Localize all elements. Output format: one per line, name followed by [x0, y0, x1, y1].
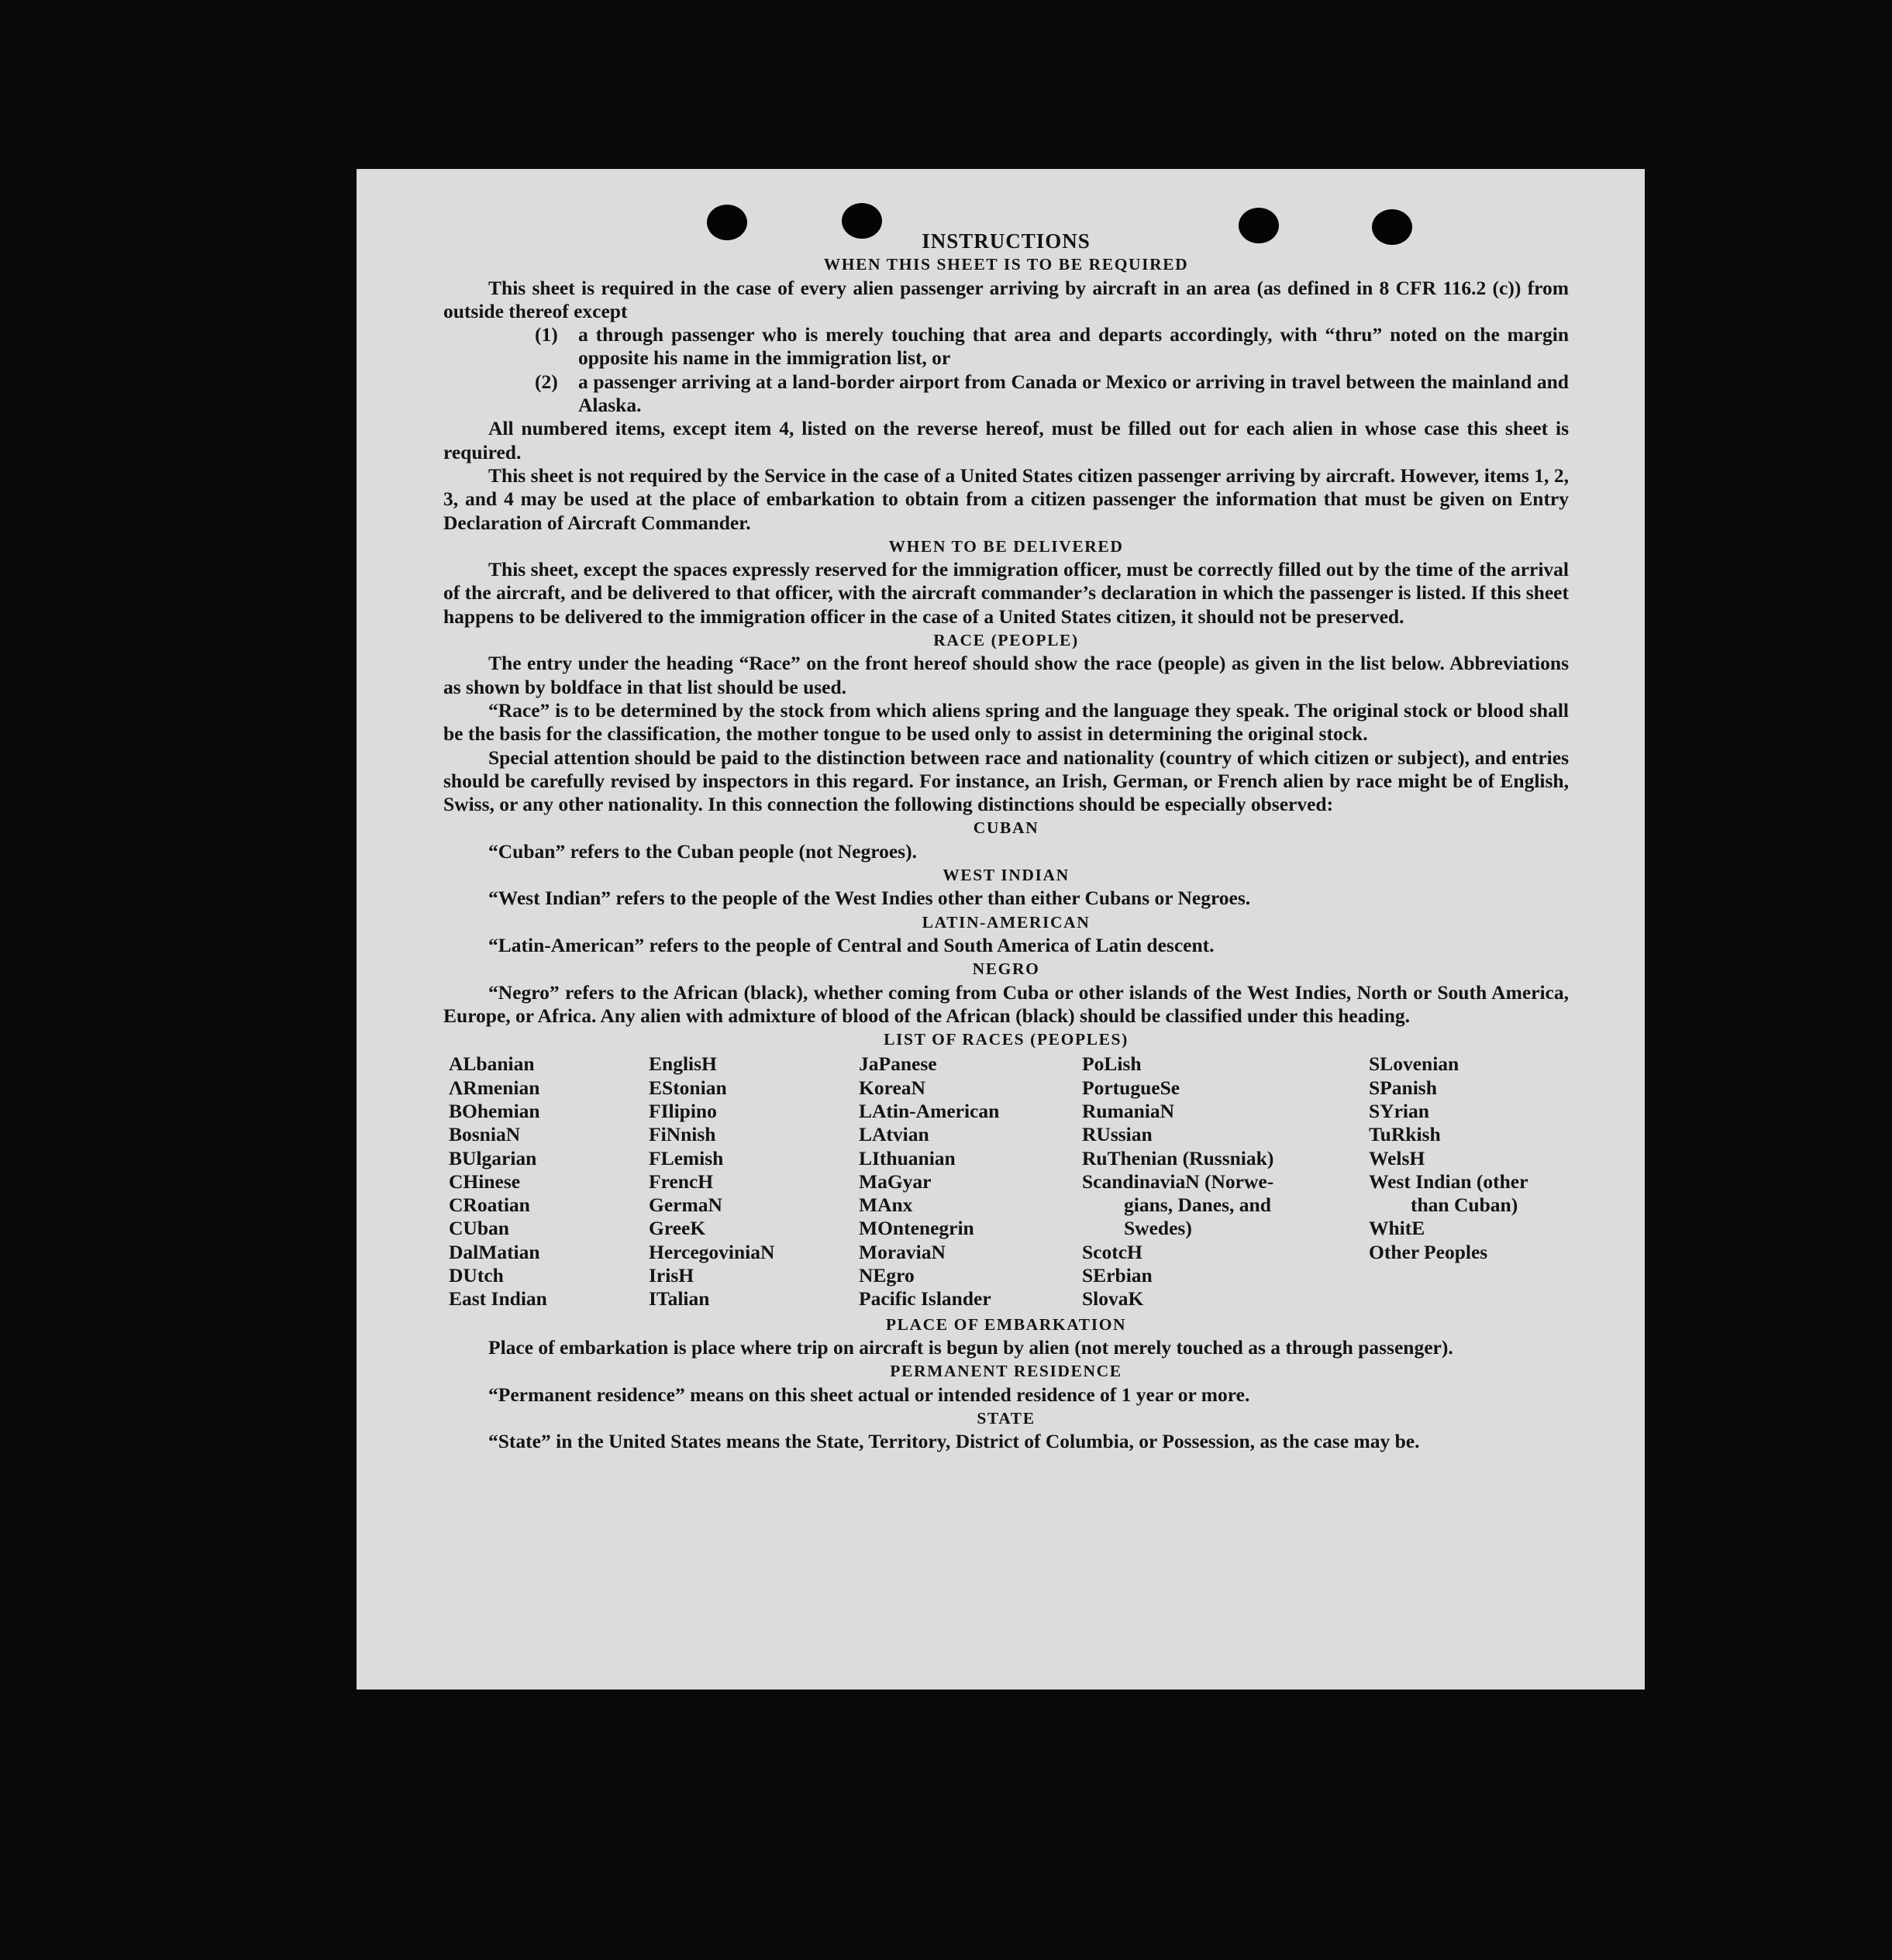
race-entry: ScotcH	[1082, 1240, 1142, 1263]
heading-cuban: CUBAN	[973, 818, 1039, 838]
race-entry: BUlgarian	[449, 1146, 537, 1169]
race-entry: ALbanian	[449, 1052, 535, 1076]
race-entry: LAtin-American	[859, 1099, 1000, 1122]
paragraph: “West Indian” refers to the people of the West Indies other than either Cubans or Negroes.	[488, 887, 1251, 910]
races-column	[859, 1052, 1082, 1311]
paragraph: “Cuban” refers to the Cuban people (not Negroes).	[488, 839, 917, 863]
race-entry: FLemish	[649, 1146, 724, 1169]
race-entry: DalMatian	[449, 1240, 540, 1263]
heading-when-required: WHEN THIS SHEET IS TO BE REQUIRED	[823, 255, 1189, 274]
race-entry: East Indian	[449, 1287, 547, 1311]
heading-negro: NEGRO	[972, 959, 1040, 979]
race-entry: MOntenegrin	[859, 1217, 974, 1240]
race-entry: GreeK	[649, 1217, 706, 1240]
races-list	[449, 1052, 1569, 1311]
race-entry: MaGyar	[859, 1169, 932, 1193]
race-entry: HercegoviniaN	[649, 1240, 775, 1263]
heading-when-delivered: WHEN TO BE DELIVERED	[888, 536, 1124, 556]
race-entry: LAtvian	[859, 1123, 929, 1146]
race-entry: CUban	[449, 1217, 509, 1240]
race-entry: EnglisH	[649, 1052, 717, 1076]
race-entry: SlovaK	[1082, 1287, 1144, 1311]
races-column	[1369, 1052, 1574, 1311]
race-entry: DUtch	[449, 1264, 504, 1287]
paragraph: This sheet, except the spaces expressly reserved for the immigration officer, must be correctly filled out by the time of the arrival of the aircraft, and be delivered to that officer, with the aircraft commander’s declaration in which the passenger is listed. If this sheet happens to be delivered to the immigration officer in the case of a United States citizen, it should not be preserved.	[443, 558, 1569, 628]
item-text: a passenger arriving at a land-border airport from Canada or Mexico or arriving in travel between the mainland and Alaska.	[578, 370, 1569, 417]
race-entry: LIthuanian	[859, 1146, 956, 1169]
heading-residence: PERMANENT RESIDENCE	[890, 1362, 1122, 1381]
paragraph: Place of embarkation is place where trip on aircraft is begun by alien (not merely touched as a through passenger).	[488, 1335, 1453, 1359]
race-entry: CRoatian	[449, 1194, 530, 1217]
heading-embarkation: PLACE OF EMBARKATION	[885, 1314, 1127, 1334]
race-entry: RumaniaN	[1082, 1099, 1175, 1122]
heading-latin-american: LATIN-AMERICAN	[922, 912, 1091, 932]
item-text: a through passenger who is merely touching that area and departs accordingly, with “thru” noted on the margin opposite his name in the immigration list, or	[578, 323, 1569, 370]
page-title: INSTRUCTIONS	[922, 229, 1091, 253]
heading-races-list: LIST OF RACES (PEOPLES)	[884, 1030, 1129, 1049]
heading-race: RACE (PEOPLE)	[933, 631, 1079, 650]
race-entry: SPanish	[1369, 1076, 1437, 1099]
document-page	[357, 169, 1645, 1690]
race-entry: WelsH	[1369, 1146, 1425, 1169]
race-entry: WhitE	[1369, 1217, 1425, 1240]
paragraph: “Latin-American” refers to the people of Central and South America of Latin descent.	[488, 933, 1215, 956]
paragraph: “State” in the United States means the State, Territory, District of Columbia, or Possession, as the case may be.	[488, 1430, 1420, 1453]
race-entry: EStonian	[649, 1076, 727, 1099]
race-entry: than Cuban)	[1411, 1194, 1518, 1217]
race-entry: Swedes)	[1124, 1217, 1192, 1240]
race-entry: Other Peoples	[1369, 1240, 1488, 1263]
race-entry: West Indian (other	[1369, 1169, 1528, 1193]
race-entry: RuThenian (Russniak)	[1082, 1146, 1274, 1169]
races-column	[649, 1052, 859, 1311]
list-item	[443, 370, 1569, 418]
list-item	[443, 323, 1569, 370]
paragraph: The entry under the heading “Race” on the front hereof should show the race (people) as given in the list below. Abbreviations as shown by boldface in that list should be used.	[443, 652, 1569, 698]
race-entry: IrisH	[649, 1264, 694, 1287]
race-entry: ITalian	[649, 1287, 710, 1311]
heading-west-indian: WEST INDIAN	[943, 866, 1070, 885]
race-entry: BosniaN	[449, 1123, 521, 1146]
race-entry: ScandinaviaN (Norwe-	[1082, 1169, 1274, 1193]
race-entry: NEgro	[859, 1264, 915, 1287]
paragraph: “Race” is to be determined by the stock from which aliens spring and the language they speak. The original stock or blood shall be the basis for the classification, the mother tongue to be used only to assist in determining the original stock.	[443, 698, 1569, 746]
race-entry: FrencH	[649, 1169, 714, 1193]
race-entry: ΛRmenian	[449, 1076, 540, 1099]
heading-state: STATE	[977, 1408, 1036, 1428]
race-entry: BOhemian	[449, 1099, 540, 1122]
paragraph: This sheet is required in the case of every alien passenger arriving by aircraft in an area (as defined in 8 CFR 116.2 (c)) from outside thereof except	[443, 276, 1569, 322]
race-entry: KoreaN	[859, 1076, 925, 1099]
race-entry: SLovenian	[1369, 1052, 1459, 1076]
races-column	[449, 1052, 649, 1311]
race-entry: PortugueSe	[1082, 1076, 1180, 1099]
item-number: (1)	[535, 323, 558, 346]
paragraph: “Negro” refers to the African (black), whether coming from Cuba or other islands of the West Indies, North or South America, Europe, or Africa. Any alien with admixture of blood of the African (black) should be classified under this heading.	[443, 980, 1569, 1027]
paragraph: “Permanent residence” means on this sheet actual or intended residence of 1 year or more.	[488, 1383, 1250, 1406]
race-entry: PoLish	[1082, 1052, 1142, 1076]
race-entry: CHinese	[449, 1169, 521, 1193]
race-entry: SYrian	[1369, 1099, 1429, 1122]
race-entry: TuRkish	[1369, 1123, 1441, 1146]
paragraph: This sheet is not required by the Service in the case of a United States citizen passenger arriving by aircraft. However, items 1, 2, 3, and 4 may be used at the place of embarkation to obtain from a citizen passenger the information that must be given on Entry Declaration of Aircraft Commander.	[443, 463, 1569, 534]
item-number: (2)	[535, 370, 558, 393]
race-entry: MoraviaN	[859, 1240, 946, 1263]
race-entry: FIlipino	[649, 1099, 717, 1122]
race-entry: SErbian	[1082, 1264, 1153, 1287]
races-column	[1082, 1052, 1369, 1311]
race-entry: MAnx	[859, 1194, 913, 1217]
race-entry: JaPanese	[859, 1052, 937, 1076]
race-entry: Pacific Islander	[859, 1287, 991, 1311]
paragraph: Special attention should be paid to the distinction between race and nationality (country of which citizen or subject), and entries should be carefully revised by inspectors in this regard. For instance, an Irish, German, or French alien by race might be of English, Swiss, or any other nationality. In this connection the following distinctions should be especially observed:	[443, 746, 1569, 816]
race-entry: FiNnish	[649, 1123, 716, 1146]
paragraph: All numbered items, except item 4, listed on the reverse hereof, must be filled out for each alien in whose case this sheet is required.	[443, 417, 1569, 463]
instructions-content	[443, 229, 1569, 1453]
race-entry: GermaN	[649, 1194, 722, 1217]
race-entry: RUssian	[1082, 1123, 1153, 1146]
race-entry: gians, Danes, and	[1124, 1194, 1271, 1217]
